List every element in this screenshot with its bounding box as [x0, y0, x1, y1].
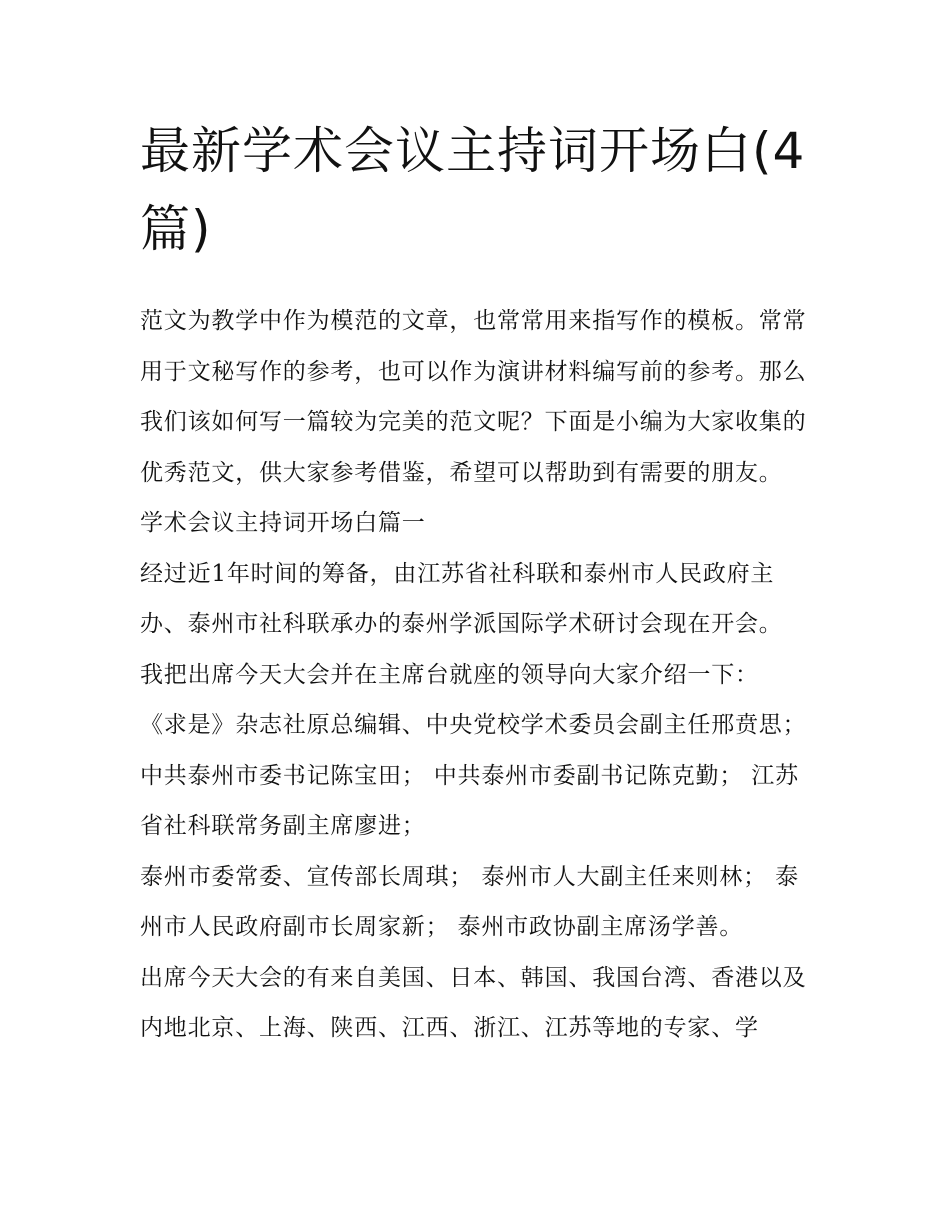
section-heading: 学术会议主持词开场白篇一	[140, 510, 426, 536]
paragraph-leaders-list-1	[140, 700, 820, 852]
paragraph-attendees: 出席今天大会的有来自美国、日本、韩国、我国台湾、香港以及内地北京、上海、陕西、江西、浙江、江苏等地的专家、学	[140, 964, 807, 1041]
leader-item: 江苏省社科联常务副主席廖进；	[140, 762, 799, 839]
leader-item: 中共泰州市委副书记陈克勤；	[433, 762, 744, 789]
intro-paragraph: 范文为教学中作为模范的文章，也常常用来指写作的模板。常常用于文秘写作的参考，也可以作为演讲材料编写前的参考。那么我们该如何写一篇较为完美的范文呢？下面是小编为大家收集的优秀范文，供大家参考借鉴，希望可以帮助到有需要的朋友。	[140, 308, 807, 486]
leader-item: 中共泰州市委书记陈宝田；	[140, 762, 426, 789]
paragraph-leaders-list-2	[140, 852, 820, 953]
paragraph-introduce-leaders: 我把出席今天大会并在主席台就座的领导向大家介绍一下：	[140, 661, 759, 688]
leader-item: 泰州市人民政府副市长周家新；	[140, 863, 799, 940]
leader-item: 泰州市人大副主任来则林；	[481, 863, 767, 890]
document-title: 最新学术会议主持词开场白(4篇)	[140, 122, 806, 258]
leader-item: 泰州市委常委、宣传部长周琪；	[140, 863, 474, 890]
leader-item: 《求是》杂志社原总编辑、中央党校学术委员会副主任邢贲思；	[140, 712, 807, 738]
document-content	[140, 112, 820, 1054]
leader-item: 泰州市政协副主席汤学善。	[457, 914, 744, 940]
paragraph-opening: 经过近1年时间的筹备，由江苏省社科联和泰州市人民政府主办、泰州市社科联承办的泰州学派国际学术研讨会现在开会。	[140, 560, 783, 637]
